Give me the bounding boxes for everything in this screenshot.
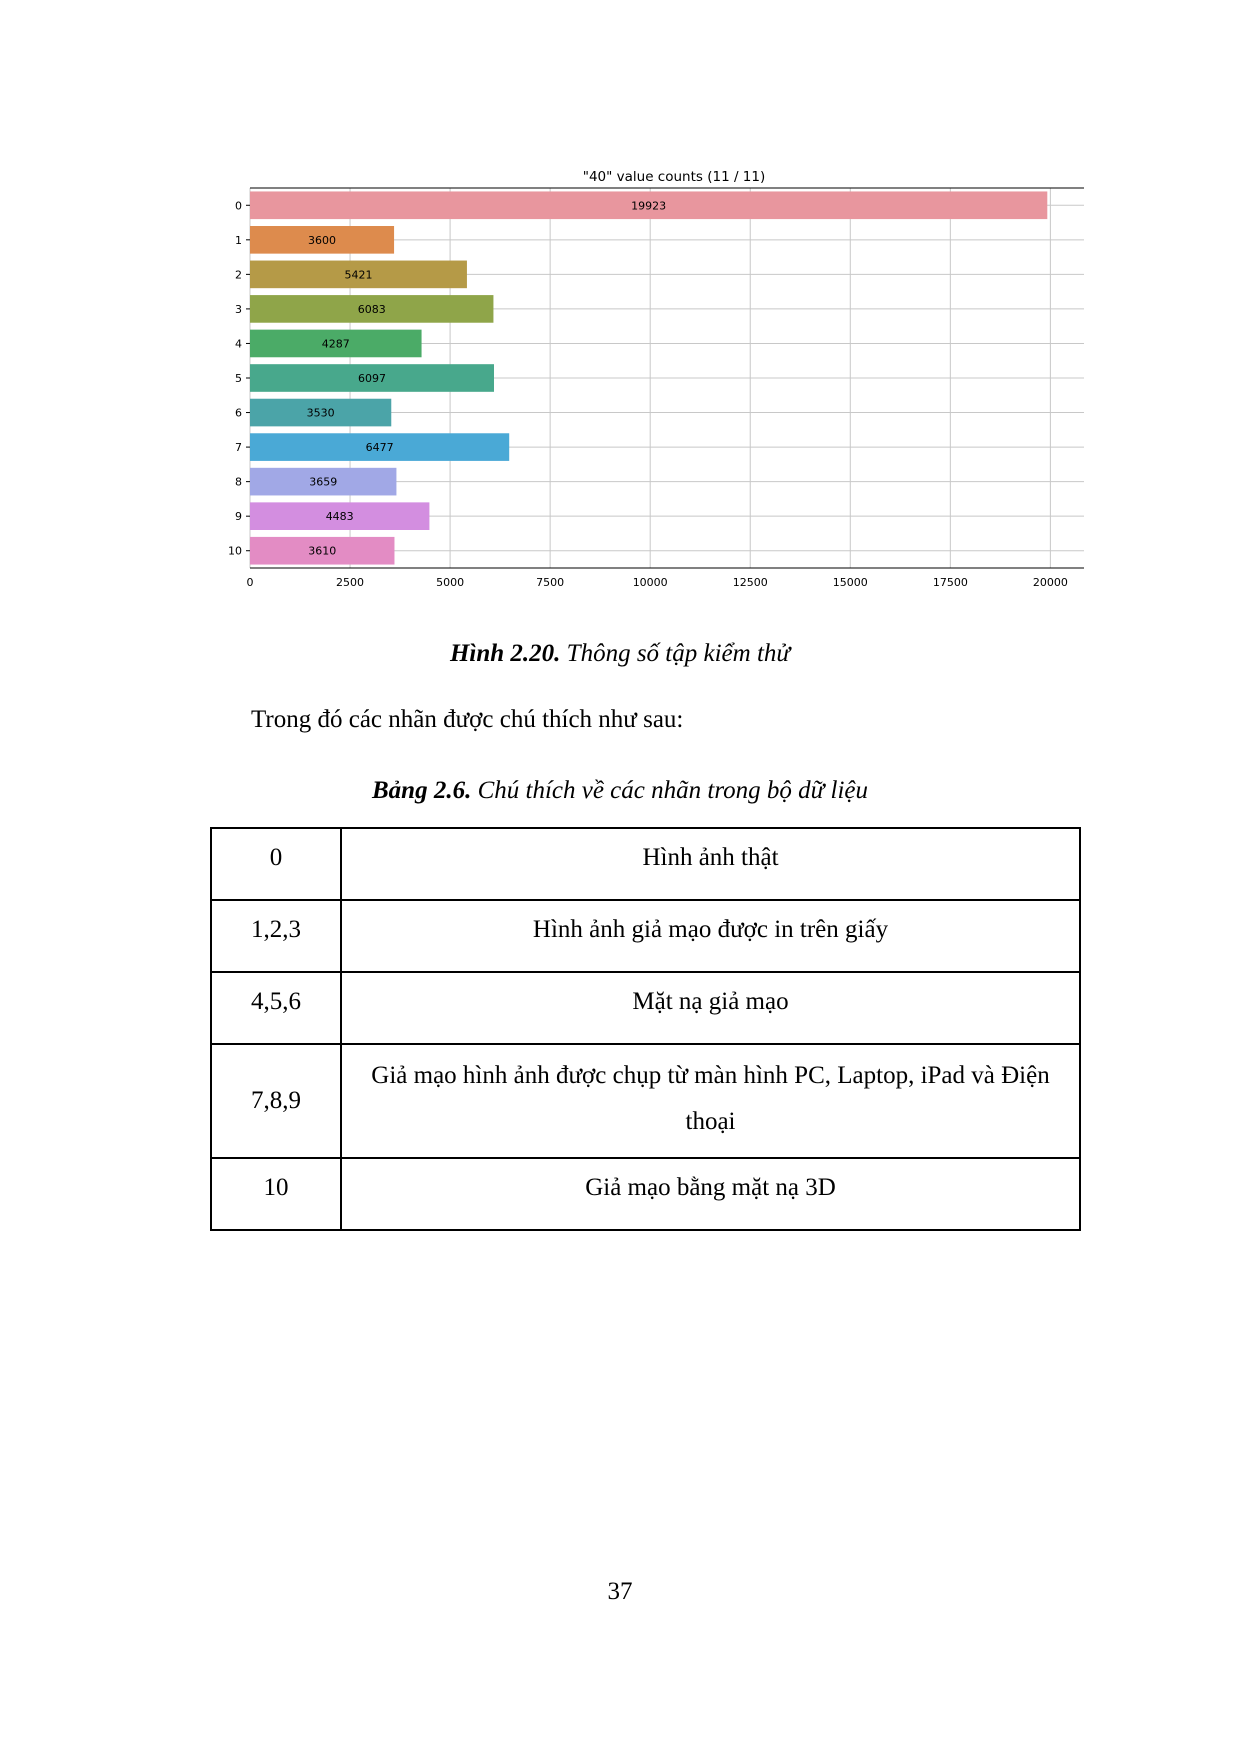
bar-value-label: 3530 <box>306 406 335 420</box>
x-tick-label: 15000 <box>832 576 868 589</box>
label-cell: 10 <box>211 1158 341 1230</box>
y-tick-label: 8 <box>235 475 242 489</box>
x-tick-label: 2500 <box>336 576 365 589</box>
table-row <box>211 900 1080 972</box>
bar-value-label: 4483 <box>325 510 354 524</box>
y-tick-label: 5 <box>235 372 242 385</box>
description-cell: Hình ảnh giả mạo được in trên giấy <box>341 900 1080 972</box>
bar-value-label: 19923 <box>631 199 667 213</box>
table-row <box>211 1044 1080 1158</box>
value-counts-bar-chart <box>200 160 1100 600</box>
figure-number: Hình 2.20. <box>449 640 561 667</box>
y-tick-label: 6 <box>235 406 242 420</box>
table-row <box>211 828 1080 900</box>
x-tick-label: 10000 <box>632 576 668 589</box>
label-cell: 7,8,9 <box>211 1044 341 1158</box>
bar-value-label: 6097 <box>357 372 386 385</box>
description-cell: Giả mạo hình ảnh được chụp từ màn hình PC, Laptop, iPad và Điện thoại <box>341 1044 1080 1158</box>
page-number: 37 <box>607 1578 633 1605</box>
bar-value-label: 3600 <box>308 233 337 247</box>
figure-title: Thông số tập kiểm thử <box>560 640 791 667</box>
table-row <box>211 972 1080 1044</box>
bar-value-label: 6477 <box>365 441 394 455</box>
bar-value-label: 3610 <box>308 544 337 558</box>
x-tick-label: 20000 <box>1032 576 1068 589</box>
bar-value-label: 6083 <box>357 302 386 316</box>
label-cell: 1,2,3 <box>211 900 341 972</box>
y-tick-label: 10 <box>228 544 242 558</box>
y-tick-label: 0 <box>235 199 242 213</box>
y-tick-label: 2 <box>235 268 242 282</box>
table-caption <box>0 777 1240 805</box>
table-row <box>211 1158 1080 1230</box>
bar-value-label: 4287 <box>321 337 350 351</box>
y-tick-label: 7 <box>235 441 242 455</box>
bar-value-label: 3659 <box>309 475 338 489</box>
x-tick-label: 5000 <box>436 576 465 589</box>
figure-caption <box>0 640 1240 668</box>
x-tick-label: 0 <box>246 576 254 589</box>
bar-value-label: 5421 <box>344 268 373 282</box>
y-tick-label: 1 <box>235 233 242 247</box>
x-tick-label: 7500 <box>536 576 565 589</box>
label-legend-table <box>210 827 1081 1231</box>
y-tick-label: 3 <box>235 302 242 316</box>
y-tick-label: 4 <box>235 337 242 351</box>
label-cell: 4,5,6 <box>211 972 341 1044</box>
chart-title: "40" value counts (11 / 11) <box>582 169 766 185</box>
y-tick-label: 9 <box>235 510 242 524</box>
table-title: Chú thích về các nhãn trong bộ dữ liệu <box>471 777 868 804</box>
table-number: Bảng 2.6. <box>371 777 472 804</box>
x-tick-label: 12500 <box>732 576 768 589</box>
body-paragraph: Trong đó các nhãn được chú thích như sau: <box>251 706 684 733</box>
description-cell: Hình ảnh thật <box>341 828 1080 900</box>
description-cell: Mặt nạ giả mạo <box>341 972 1080 1044</box>
x-tick-label: 17500 <box>932 576 968 589</box>
description-cell: Giả mạo bằng mặt nạ 3D <box>341 1158 1080 1230</box>
label-cell: 0 <box>211 828 341 900</box>
